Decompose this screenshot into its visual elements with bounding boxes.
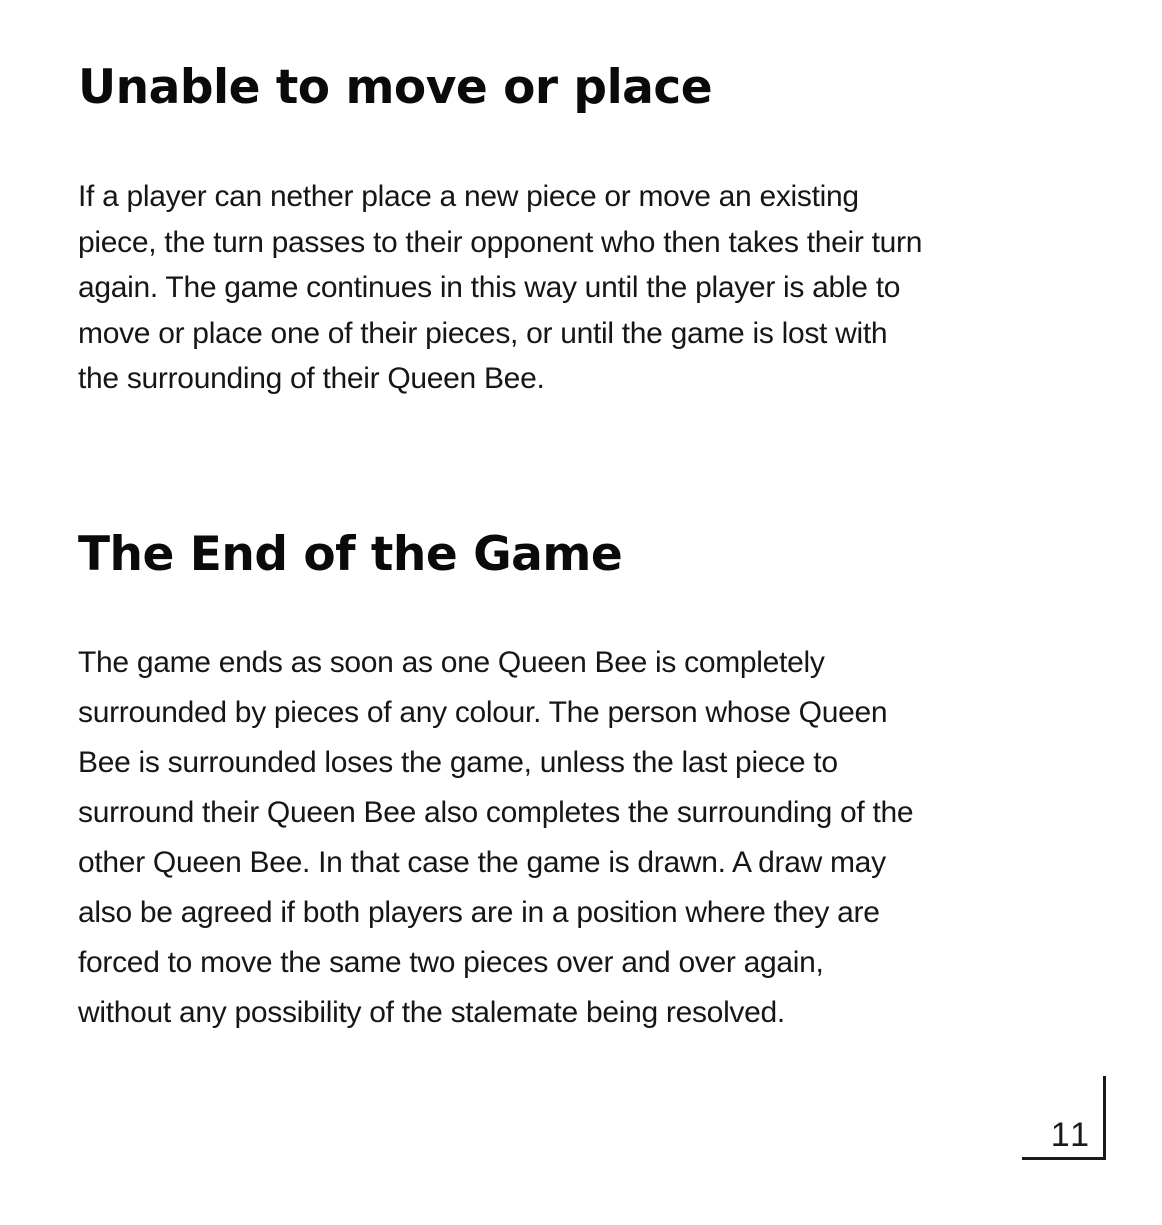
body-line: again. The game continues in this way until the player is able to [78,271,901,304]
section-body-end-of-game [78,638,913,1038]
body-line: other Queen Bee. In that case the game is drawn. A draw may [78,846,886,879]
body-line: without any possibility of the stalemate being resolved. [78,996,785,1029]
section-heading-end-of-game: The End of the Game [78,527,623,582]
body-line: piece, the turn passes to their opponent who then takes their turn [78,225,923,259]
body-line: move or place one of their pieces, or until the game is lost with [78,316,888,350]
body-line: forced to move the same two pieces over and over again, [78,946,824,979]
page-number [1022,1074,1108,1162]
body-line: also be agreed if both players are in a position where they are [78,896,880,929]
body-line: Bee is surrounded loses the game, unless the last piece to [78,746,838,779]
body-line: If a player can nether place a new piece or move an existing [78,180,859,213]
page-number-text: 11 [1050,1116,1092,1154]
body-line: surrounded by pieces of any colour. The person whose Queen [78,696,888,729]
body-line: surround their Queen Bee also completes the surrounding of the [78,796,914,829]
body-line: The game ends as soon as one Queen Bee is completely [78,646,825,679]
section-heading-unable-to-move: Unable to move or place [78,60,713,115]
body-line: the surrounding of their Queen Bee. [78,362,545,395]
section-body-unable-to-move [78,174,922,402]
